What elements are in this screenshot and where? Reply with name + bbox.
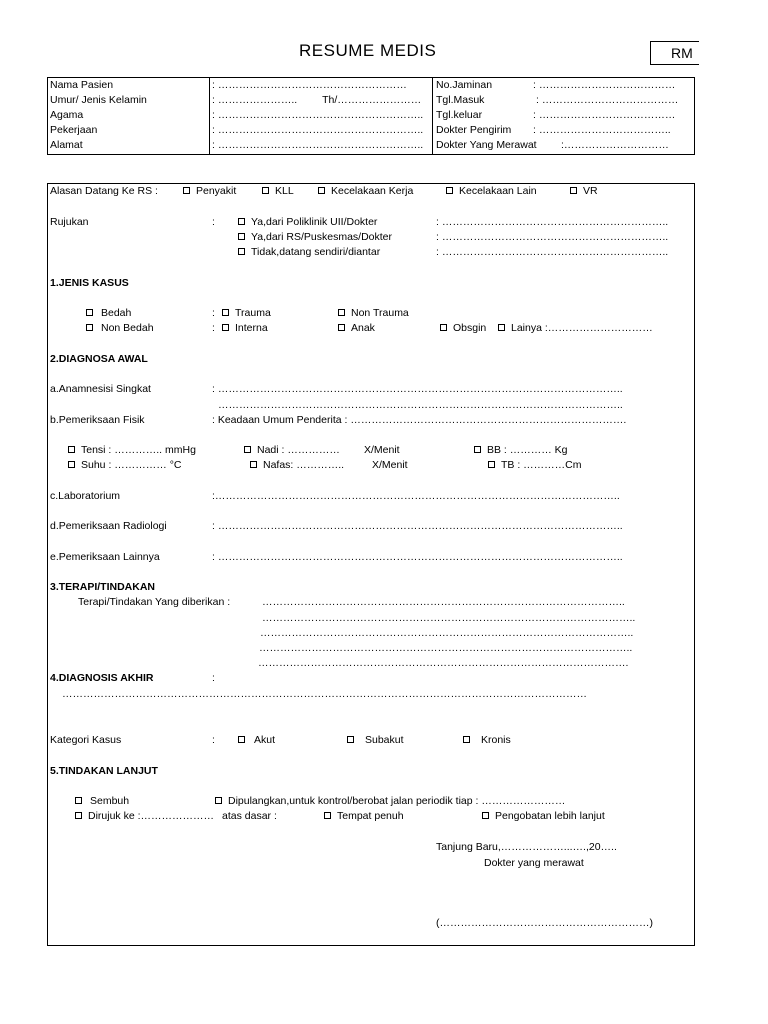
alasan-option-penyakit[interactable]: Penyakit xyxy=(183,185,236,198)
label-agama: Agama xyxy=(50,109,84,121)
checkbox-icon[interactable] xyxy=(222,309,229,316)
kategori-colon: : xyxy=(212,734,215,746)
checkbox-icon[interactable] xyxy=(498,324,505,331)
option-bedah[interactable]: Bedah xyxy=(86,307,131,320)
field-dokter-pengirim[interactable]: : ……………………………….. xyxy=(533,124,671,136)
checkbox-icon[interactable] xyxy=(318,187,325,194)
checkbox-icon[interactable] xyxy=(482,812,489,819)
radiologi-label: d.Pemeriksaan Radiologi xyxy=(50,520,167,532)
bedah-colon: : xyxy=(212,307,215,319)
alasan-label: Alasan Datang Ke RS : xyxy=(50,185,158,197)
field-agama[interactable]: : ………………………………………………….. xyxy=(212,109,424,121)
bb-field[interactable]: BB : ………… Kg xyxy=(474,444,568,457)
lab-label: c.Laboratorium xyxy=(50,490,121,502)
checkbox-icon[interactable] xyxy=(215,797,222,804)
diagnosis-akhir-colon: : xyxy=(212,672,215,684)
terapi-heading: 3.TERAPI/TINDAKAN xyxy=(50,581,156,593)
checkbox-icon[interactable] xyxy=(183,187,190,194)
patient-left-values xyxy=(212,79,423,152)
checkbox-icon[interactable] xyxy=(474,446,481,453)
checkbox-icon[interactable] xyxy=(86,324,93,331)
signature-doctor-label: Dokter yang merawat xyxy=(484,857,584,869)
checkbox-icon[interactable] xyxy=(446,187,453,194)
rujukan-option-poliklinik[interactable]: Ya,dari Poliklinik UII/Dokter xyxy=(238,216,377,229)
checkbox-icon[interactable] xyxy=(75,812,82,819)
rm-box xyxy=(650,41,699,65)
rujukan-colon: : xyxy=(212,216,215,228)
alasan-option-vr[interactable]: VR xyxy=(570,185,598,198)
terapi-line-5[interactable]: ……………………………………………………………………………………………. xyxy=(258,657,629,669)
lainnya-label: e.Pemeriksaan Lainnya xyxy=(50,551,160,563)
checkbox-icon[interactable] xyxy=(347,736,354,743)
option-pengobatan-lanjut[interactable]: Pengobatan lebih lanjut xyxy=(482,810,605,823)
lainnya-field[interactable]: : …………………………………………………………………………………………………….. xyxy=(212,551,623,563)
option-non-bedah[interactable]: Non Bedah xyxy=(86,322,154,335)
rm-label: RM xyxy=(671,45,693,61)
kategori-option-subakut[interactable]: Subakut xyxy=(347,734,404,747)
field-umur[interactable]: : ………………….. xyxy=(212,94,301,106)
signature-line[interactable]: (……………………………………………………) xyxy=(436,917,653,929)
checkbox-icon[interactable] xyxy=(75,797,82,804)
checkbox-icon[interactable] xyxy=(238,218,245,225)
rujukan-label: Rujukan xyxy=(50,216,89,228)
field-no-jaminan[interactable]: : ………………………………… xyxy=(533,79,676,91)
radiologi-field[interactable]: : …………………………………………………………………………………………………….. xyxy=(212,520,623,532)
terapi-line-4[interactable]: …………………………………………………………………………………………….. xyxy=(259,642,633,654)
rujukan-field-rs[interactable]: : ……………………………………………………….. xyxy=(436,231,669,243)
label-tgl-masuk: Tgl.Masuk xyxy=(436,94,485,106)
label-alamat: Alamat xyxy=(50,139,83,151)
kategori-option-akut[interactable]: Akut xyxy=(238,734,275,747)
option-obsgin[interactable]: Obsgin xyxy=(440,322,486,335)
nafas-field[interactable]: Nafas: ………….. xyxy=(250,459,344,472)
field-pekerjaan[interactable]: : ………………………………………………….. xyxy=(212,124,424,136)
label-dokter-merawat: Dokter Yang Merawat xyxy=(436,139,537,151)
patient-right-labels xyxy=(436,79,537,152)
terapi-line-3[interactable]: …………………………………………………………………………………………….. xyxy=(260,627,634,639)
terapi-line-2[interactable]: …………………………………………………………………………………………….. xyxy=(262,612,636,624)
label-nama-pasien: Nama Pasien xyxy=(50,79,114,91)
fisik-label: b.Pemeriksaan Fisik xyxy=(50,414,145,426)
alasan-option-kll[interactable]: KLL xyxy=(262,185,294,198)
diagnosis-akhir-line[interactable]: …………………………………………………………………………………………………………………………………… xyxy=(62,688,587,700)
anamnesis-field[interactable]: : …………………………………………………………………………………………………….. xyxy=(212,383,623,395)
rujukan-field-poliklinik[interactable]: : ……………………………………………………….. xyxy=(436,216,669,228)
checkbox-icon[interactable] xyxy=(262,187,269,194)
patient-right-values xyxy=(533,79,678,152)
option-non-trauma[interactable]: Non Trauma xyxy=(338,307,409,320)
diagnosis-akhir-heading: 4.DIAGNOSIS AKHIR xyxy=(50,672,154,684)
nafas-unit: X/Menit xyxy=(372,459,408,471)
checkbox-icon[interactable] xyxy=(68,461,75,468)
checkbox-icon[interactable] xyxy=(250,461,257,468)
nadi-field[interactable]: Nadi : …………… xyxy=(244,444,340,457)
suhu-field[interactable]: Suhu : …………… °C xyxy=(68,459,181,472)
rujukan-option-rs[interactable]: Ya,dari RS/Puskesmas/Dokter xyxy=(238,231,392,244)
rujukan-option-tidak[interactable]: Tidak,datang sendiri/diantar xyxy=(238,246,380,259)
checkbox-icon[interactable] xyxy=(238,233,245,240)
atas-dasar-label: atas dasar : xyxy=(222,810,277,822)
diagnosa-awal-heading: 2.DIAGNOSA AWAL xyxy=(50,353,148,365)
checkbox-icon[interactable] xyxy=(463,736,470,743)
label-umur-jenis-kelamin: Umur/ Jenis Kelamin xyxy=(50,94,147,106)
terapi-line-1[interactable]: ………………………………………………………………………………………….. xyxy=(262,596,625,608)
field-tgl-keluar[interactable]: : ………………………………… xyxy=(533,109,676,121)
checkbox-icon[interactable] xyxy=(238,736,245,743)
kategori-option-kronis[interactable]: Kronis xyxy=(463,734,511,747)
tb-field[interactable]: TB : …………Cm xyxy=(488,459,582,472)
patient-left-labels xyxy=(50,79,147,152)
rujukan-field-tidak[interactable]: : ……………………………………………………….. xyxy=(436,246,669,258)
checkbox-icon[interactable] xyxy=(222,324,229,331)
alasan-option-kecelakaan-kerja[interactable]: Kecelakaan Kerja xyxy=(318,185,413,198)
option-tempat-penuh[interactable]: Tempat penuh xyxy=(324,810,404,823)
main-form-box xyxy=(47,183,695,946)
option-interna[interactable]: Interna xyxy=(222,322,268,335)
page-title: RESUME MEDIS xyxy=(299,41,437,60)
kategori-label: Kategori Kasus xyxy=(50,734,122,746)
non-bedah-colon: : xyxy=(212,322,215,334)
checkbox-icon[interactable] xyxy=(68,446,75,453)
checkbox-icon[interactable] xyxy=(338,324,345,331)
table-divider xyxy=(432,77,433,154)
option-anak[interactable]: Anak xyxy=(338,322,375,335)
checkbox-icon[interactable] xyxy=(488,461,495,468)
checkbox-icon[interactable] xyxy=(238,248,245,255)
option-trauma[interactable]: Trauma xyxy=(222,307,271,320)
lab-field[interactable]: :…………………………………………………………………………………………………….. xyxy=(212,490,620,502)
tensi-field[interactable]: Tensi : ………….. mmHg xyxy=(68,444,196,457)
checkbox-icon[interactable] xyxy=(324,812,331,819)
field-th[interactable]: Th/…………………… xyxy=(322,94,422,106)
field-tgl-masuk[interactable]: : ………………………………… xyxy=(536,94,679,106)
anamnesis-field-2[interactable]: …………………………………………………………………………………………………….. xyxy=(218,399,623,411)
checkbox-icon[interactable] xyxy=(86,309,93,316)
field-dokter-merawat[interactable]: :………………………… xyxy=(561,139,669,151)
fisik-field[interactable]: : Keadaan Umum Penderita : ……………………………………………………………………. xyxy=(212,414,627,426)
tindakan-lanjut-heading: 5.TINDAKAN LANJUT xyxy=(50,765,158,777)
label-pekerjaan: Pekerjaan xyxy=(50,124,98,136)
signature-place-date[interactable]: Tanjung Baru,………………...….,20….. xyxy=(436,841,617,853)
label-no-jaminan: No.Jaminan xyxy=(436,79,493,91)
terapi-label: Terapi/Tindakan Yang diberikan : xyxy=(78,596,231,608)
option-sembuh[interactable]: Sembuh xyxy=(75,795,129,808)
anamnesis-label: a.Anamnesisi Singkat xyxy=(50,383,151,395)
checkbox-icon[interactable] xyxy=(440,324,447,331)
label-tgl-keluar: Tgl.keluar xyxy=(436,109,483,121)
nadi-unit: X/Menit xyxy=(364,444,400,456)
checkbox-icon[interactable] xyxy=(244,446,251,453)
alasan-option-kecelakaan-lain[interactable]: Kecelakaan Lain xyxy=(446,185,537,198)
checkbox-icon[interactable] xyxy=(338,309,345,316)
option-lainya[interactable]: Lainya :………………………… xyxy=(498,322,653,335)
option-dipulangkan[interactable]: Dipulangkan,untuk kontrol/berobat jalan periodik tiap : …………………… xyxy=(215,795,565,808)
checkbox-icon[interactable] xyxy=(570,187,577,194)
label-dokter-pengirim: Dokter Pengirim xyxy=(436,124,512,136)
field-alamat[interactable]: : ………………………………………………….. xyxy=(212,139,424,151)
option-dirujuk[interactable]: Dirujuk ke :………………… xyxy=(75,810,214,823)
field-nama-pasien[interactable]: : ……………………………………………… xyxy=(212,79,407,91)
jenis-kasus-heading: 1.JENIS KASUS xyxy=(50,277,129,289)
table-divider xyxy=(209,77,210,154)
